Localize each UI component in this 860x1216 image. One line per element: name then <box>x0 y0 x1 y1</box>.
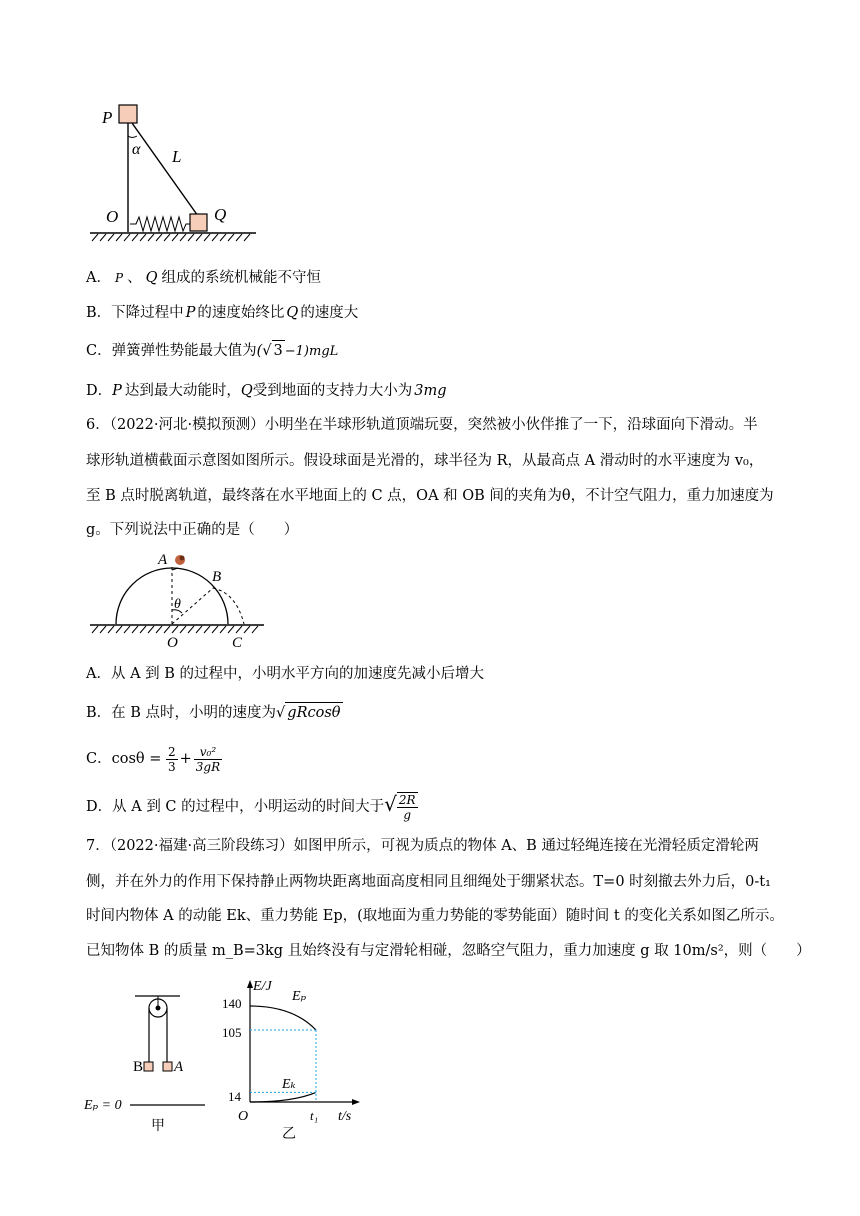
q6-option-d: D．从 A 到 C 的过程中，小明运动的时间大于√ $\frac{2R}{g}$ <box>86 792 416 822</box>
label-a: A <box>174 1059 184 1075</box>
label-o: O <box>106 207 119 226</box>
label-p: P <box>102 108 113 127</box>
q5-option-c: C．弹簧弹性势能最大值为(√ 3 −1)mgL <box>86 340 786 362</box>
tick-origin: O <box>238 1109 249 1124</box>
series-label-ep: Eₚ <box>292 989 307 1004</box>
tick-140: 140 <box>222 996 242 1011</box>
label-b: B <box>212 569 222 585</box>
q6-stem-line-4: g。下列说法中正确的是（ ） <box>86 522 299 538</box>
label-alpha: α <box>132 141 141 158</box>
label-yi: 乙 <box>282 1127 296 1142</box>
tick-t1: t₁ <box>310 1108 319 1123</box>
q7-stem-line-4: 已知物体 B 的质量 m_B=3kg 且始终没有与定滑轮相碰，忽略空气阻力，重力加速度 g 取 10m/s²，则（ ） <box>86 943 811 959</box>
q6-option-a: A．从 A 到 B 的过程中，小明水平方向的加速度先减小后增大 <box>86 666 485 682</box>
tick-105: 105 <box>222 1025 242 1040</box>
figure-hemisphere <box>86 548 276 653</box>
q7-stem-line-1: 7．（2022·福建·高三阶段练习）如图甲所示，可视为质点的物体 A、B 通过轻绳连接在光滑轻质定滑轮两 <box>86 838 759 854</box>
figure-pulley <box>80 990 220 1140</box>
q5-option-a: A． P 、 Q 组成的系统机械能不守恒 <box>86 270 321 286</box>
q5-option-d: D．P 达到最大动能时，Q受到地面的支持力大小为 3mg <box>86 383 447 399</box>
label-theta: θ <box>174 597 181 612</box>
q6-stem-line-3: 至 B 点时脱离轨道，最终落在水平地面上的 C 点，OA 和 OB 间的夹角为θ，不计空气阻力，重力加速度为 <box>86 488 774 504</box>
label-c: C <box>232 635 243 651</box>
q5-option-b: B．下降过程中 P 的速度始终比 Q 的速度大 <box>86 305 359 321</box>
block-q <box>190 214 207 231</box>
label-jia: 甲 <box>151 1119 165 1134</box>
series-label-ek: Eₖ <box>282 1077 296 1092</box>
q7-stem-line-2: 侧，并在外力的作用下保持静止两物块距离地面高度相同且细绳处于绷紧状态。T=0 时刻撤去外力后，0-t₁ <box>86 874 771 890</box>
series-ep-curve <box>250 1006 316 1030</box>
label-ep-zero: Eₚ = 0 <box>84 1098 122 1113</box>
series-ek-curve <box>250 1092 316 1102</box>
label-o: O <box>167 635 178 651</box>
block-a <box>163 1062 172 1071</box>
label-l: L <box>172 147 182 166</box>
block-p <box>119 105 137 123</box>
y-axis-label: E/J <box>253 979 272 994</box>
block-b <box>144 1062 153 1071</box>
label-q: Q <box>214 205 227 224</box>
q6-option-b: B．在 B 点时，小明的速度为√ gRcosθ <box>86 702 786 723</box>
label-a: A <box>158 552 168 568</box>
x-axis-label: t/s <box>338 1109 352 1124</box>
label-b: B <box>133 1059 144 1075</box>
figure-energy-chart <box>220 978 370 1148</box>
tick-14: 14 <box>228 1089 241 1104</box>
figure-pq-system <box>86 96 266 246</box>
q7-stem-line-3: 时间内物体 A 的动能 Ek、重力势能 Ep，(取地面为重力势能的零势能面）随时间 t 的变化关系如图乙所示。 <box>86 908 784 924</box>
q6-stem-line-1: 6．（2022·河北·模拟预测）小明坐在半球形轨道顶端玩耍，突然被小伙伴推了一下，沿球面向下滑动。半 <box>86 417 758 433</box>
q6-option-c: C．cosθ = $\frac{2}{3}$ + $\frac{\text{v₀²}}{3gR}$ <box>86 744 221 774</box>
q6-stem-line-2: 球形轨道横截面示意图如图所示。假设球面是光滑的，球半径为 R，从最高点 A 滑动时的水平速度为 v₀， <box>86 453 764 469</box>
